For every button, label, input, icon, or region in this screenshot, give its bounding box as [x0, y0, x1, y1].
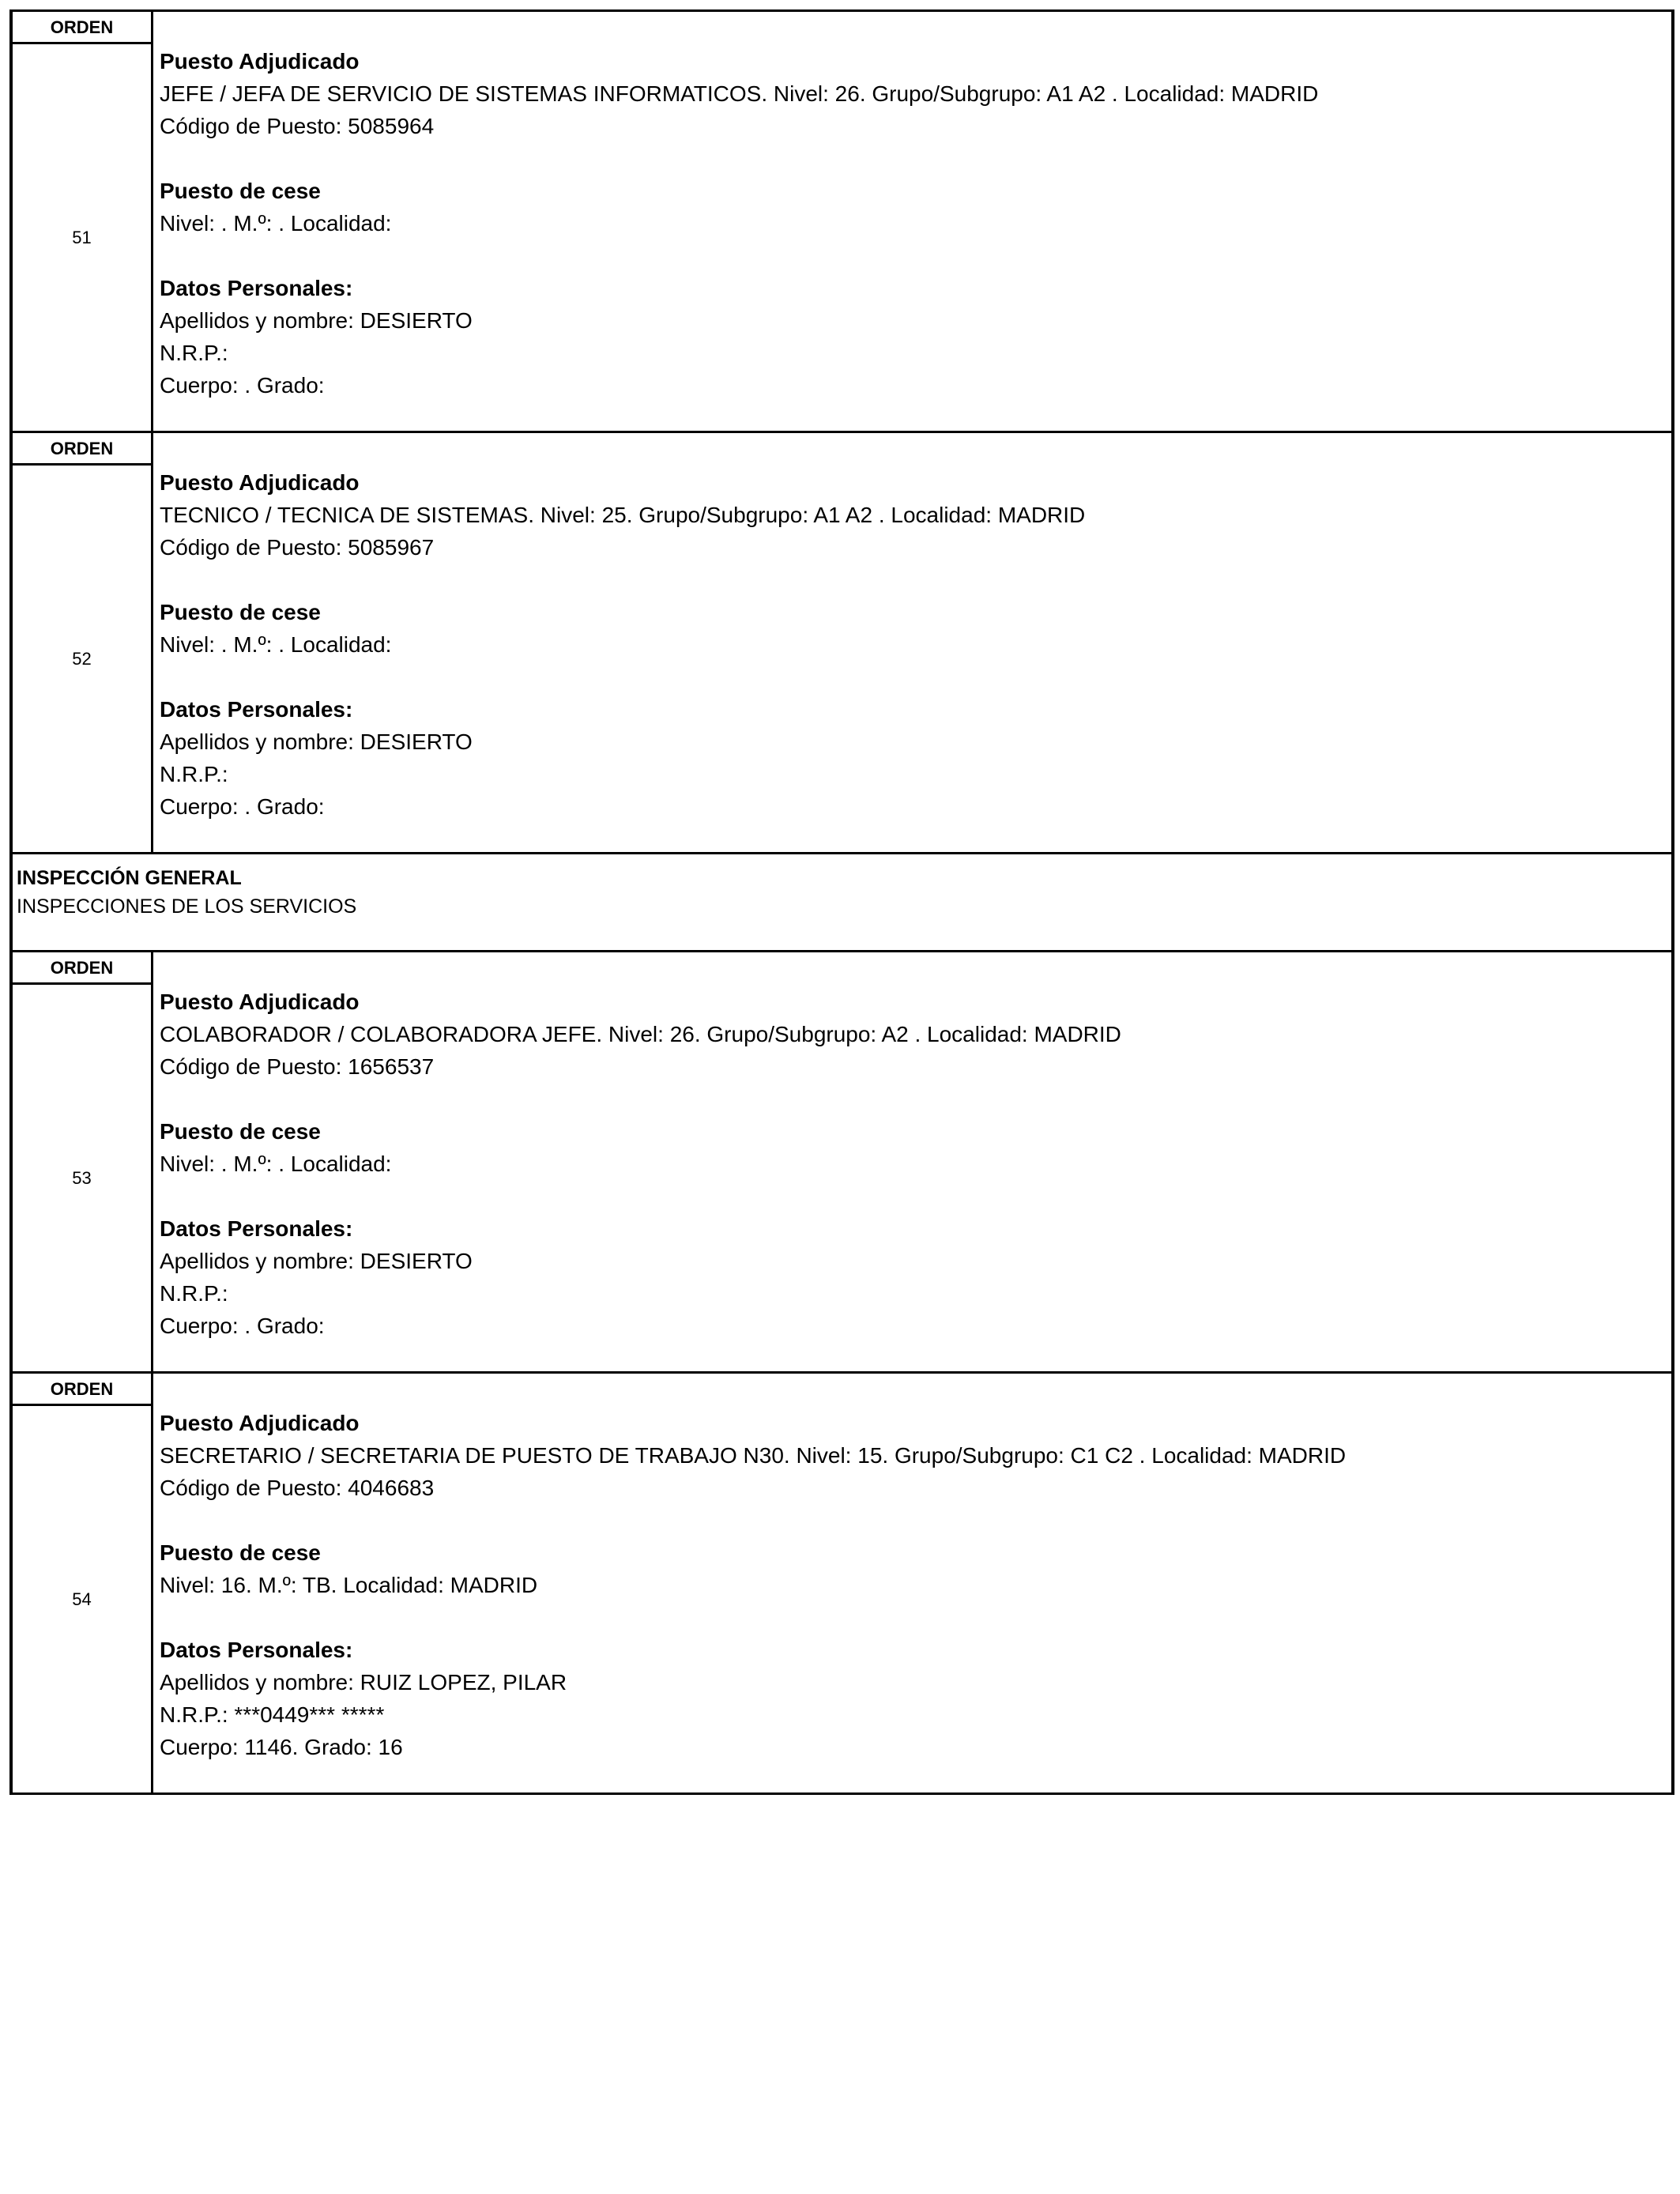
puesto-line: COLABORADOR / COLABORADORA JEFE. Nivel: 26. Grupo/Subgrupo: A2 . Localidad: MADRID [160, 1022, 1121, 1046]
nrp-line: N.R.P.: [160, 341, 228, 365]
table-row [13, 12, 1671, 433]
orden-number: 52 [72, 648, 92, 669]
puesto-cese-heading: Puesto de cese [160, 1119, 321, 1144]
puesto-adjudicado-heading: Puesto Adjudicado [160, 470, 360, 495]
orden-number: 51 [72, 227, 92, 247]
entry-details [160, 45, 1663, 401]
cese-line: Nivel: . M.º: . Localidad: [160, 632, 392, 657]
datos-personales-heading: Datos Personales: [160, 697, 353, 722]
puesto-cese-heading: Puesto de cese [160, 1540, 321, 1565]
codigo-line: Código de Puesto: 5085967 [160, 535, 435, 560]
entry-details [160, 986, 1663, 1342]
codigo-line: Código de Puesto: 4046683 [160, 1476, 435, 1500]
section-header [13, 854, 1671, 952]
orden-label: ORDEN [13, 952, 151, 985]
puesto-cese-heading: Puesto de cese [160, 179, 321, 203]
orden-number: 54 [72, 1589, 92, 1609]
table-row [13, 433, 1671, 854]
puesto-line: SECRETARIO / SECRETARIA DE PUESTO DE TRABAJO N30. Nivel: 15. Grupo/Subgrupo: C1 C2 . Localidad: MADRID [160, 1443, 1347, 1468]
nrp-line: N.R.P.: ***0449*** ***** [160, 1702, 385, 1727]
datos-personales-heading: Datos Personales: [160, 1638, 353, 1662]
cese-line: Nivel: . M.º: . Localidad: [160, 211, 392, 236]
codigo-line: Código de Puesto: 1656537 [160, 1054, 435, 1079]
cese-line: Nivel: 16. M.º: TB. Localidad: MADRID [160, 1573, 538, 1597]
datos-personales-heading: Datos Personales: [160, 1216, 353, 1241]
table-row [13, 1374, 1671, 1795]
cese-line: Nivel: . M.º: . Localidad: [160, 1152, 392, 1176]
entry-details [160, 1407, 1663, 1763]
cuerpo-line: Cuerpo: . Grado: [160, 373, 325, 398]
puesto-line: JEFE / JEFA DE SERVICIO DE SISTEMAS INFORMATICOS. Nivel: 26. Grupo/Subgrupo: A1 A2 . Localidad: MADRID [160, 81, 1319, 106]
cuerpo-line: Cuerpo: . Grado: [160, 794, 325, 819]
nrp-line: N.R.P.: [160, 762, 228, 786]
datos-personales-heading: Datos Personales: [160, 276, 353, 300]
orden-label: ORDEN [13, 1374, 151, 1406]
cuerpo-line: Cuerpo: . Grado: [160, 1314, 325, 1338]
section-subtitle: INSPECCIONES DE LOS SERVICIOS [17, 895, 357, 918]
puesto-cese-heading: Puesto de cese [160, 600, 321, 624]
orden-number: 53 [72, 1167, 92, 1188]
puesto-adjudicado-heading: Puesto Adjudicado [160, 1411, 360, 1435]
cuerpo-line: Cuerpo: 1146. Grado: 16 [160, 1735, 403, 1759]
table-row [13, 952, 1671, 1374]
puesto-adjudicado-heading: Puesto Adjudicado [160, 49, 360, 74]
codigo-line: Código de Puesto: 5085964 [160, 114, 435, 138]
nrp-line: N.R.P.: [160, 1281, 228, 1306]
apellidos-line: Apellidos y nombre: RUIZ LOPEZ, PILAR [160, 1670, 567, 1695]
apellidos-line: Apellidos y nombre: DESIERTO [160, 729, 473, 754]
orden-column [13, 1374, 153, 1793]
orden-column [13, 12, 153, 431]
orden-label: ORDEN [13, 433, 151, 466]
document-table [9, 9, 1674, 1795]
orden-column [13, 433, 153, 852]
puesto-line: TECNICO / TECNICA DE SISTEMAS. Nivel: 25. Grupo/Subgrupo: A1 A2 . Localidad: MADRID [160, 503, 1086, 527]
apellidos-line: Apellidos y nombre: DESIERTO [160, 1249, 473, 1273]
orden-column [13, 952, 153, 1371]
puesto-adjudicado-heading: Puesto Adjudicado [160, 990, 360, 1014]
entry-details [160, 466, 1663, 823]
apellidos-line: Apellidos y nombre: DESIERTO [160, 308, 473, 333]
section-title: INSPECCIÓN GENERAL [17, 867, 242, 889]
orden-label: ORDEN [13, 12, 151, 44]
